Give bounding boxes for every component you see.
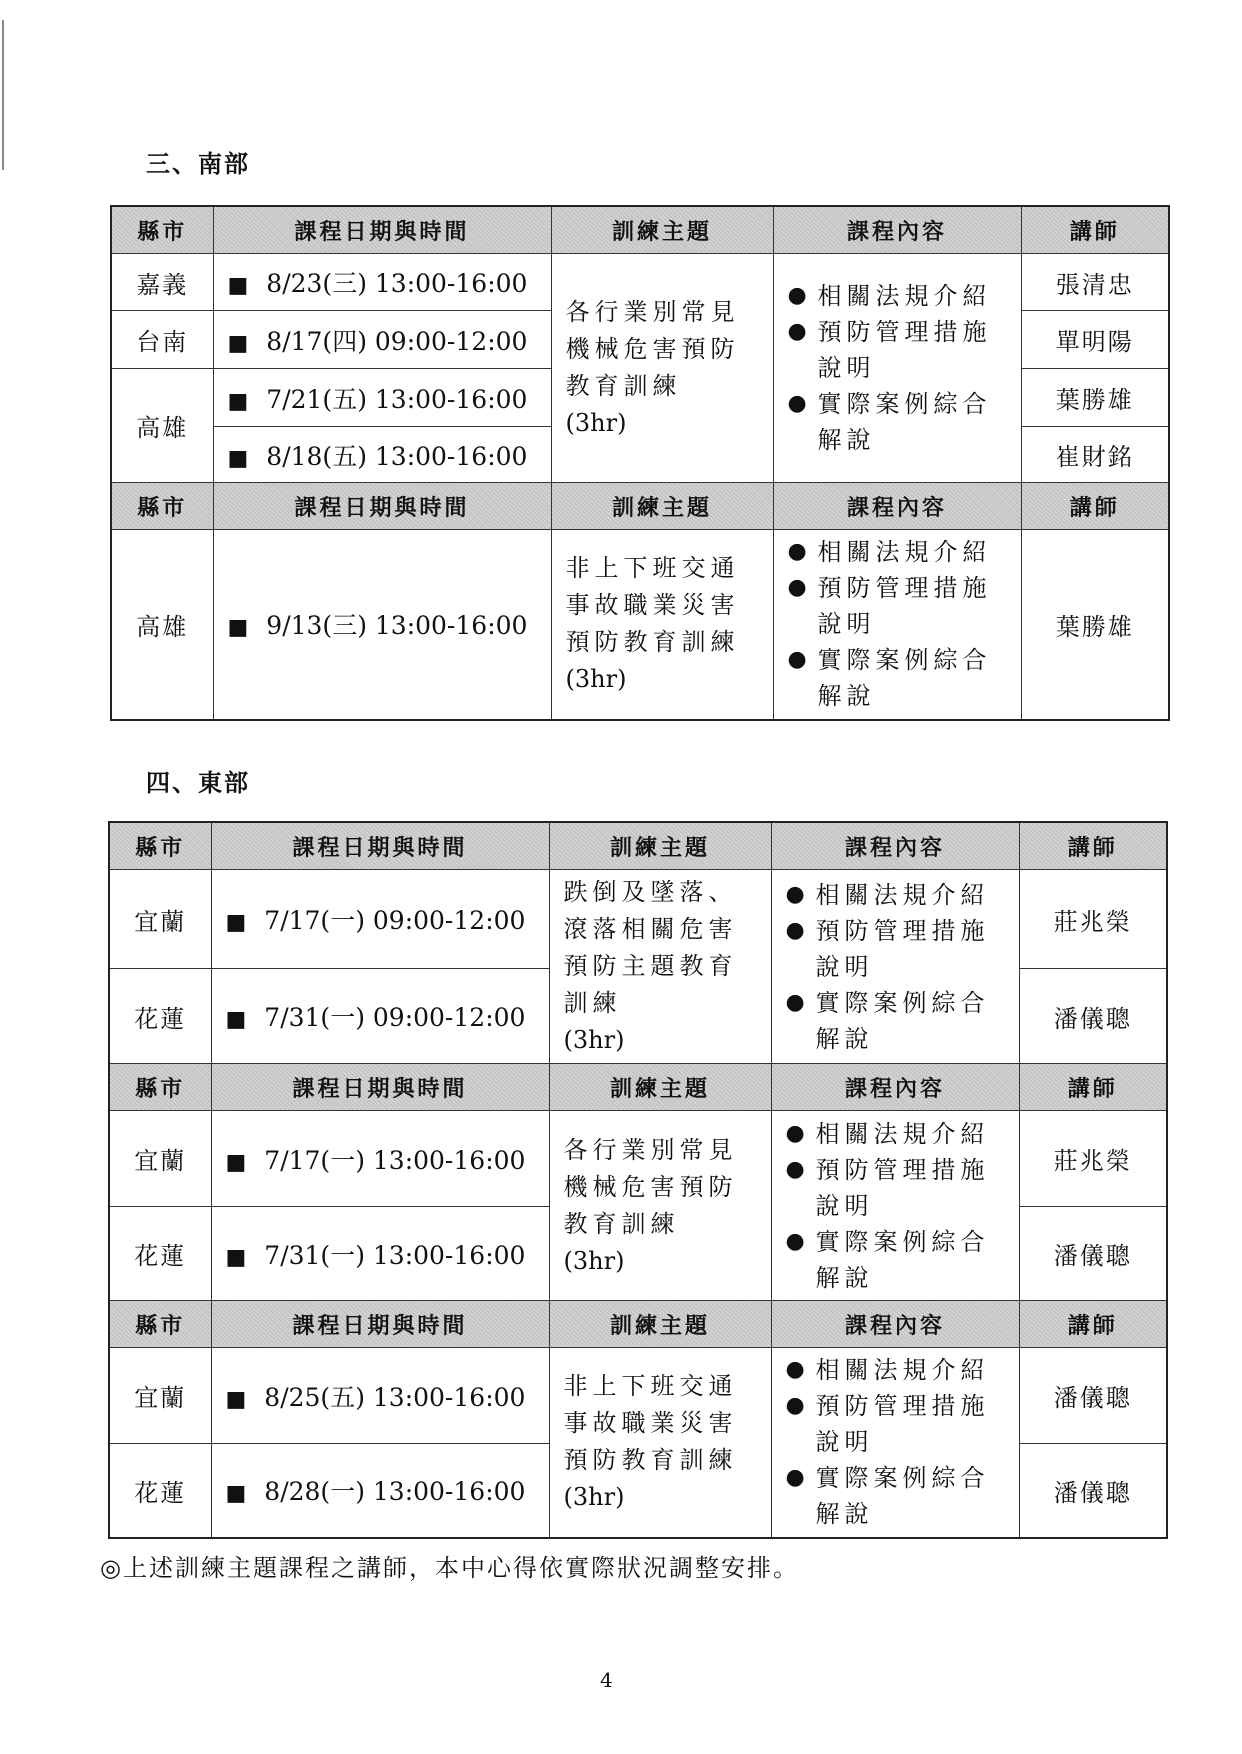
bullet-icon: ● xyxy=(785,881,810,907)
topic-cell xyxy=(549,1111,771,1301)
datetime-cell xyxy=(211,1207,549,1301)
header-topic: 訓練主題 xyxy=(551,206,773,254)
datetime-text: 8/25(五) 13:00-16:00 xyxy=(264,1382,526,1412)
content-item: ● 相關法規介紹 xyxy=(786,1352,1013,1388)
bullet-icon: ● xyxy=(787,647,812,673)
county-cell: 高雄 xyxy=(111,530,213,720)
county-cell: 花蓮 xyxy=(109,1207,211,1301)
content-item: ● 實際案例綜合解說 xyxy=(786,1224,1013,1296)
datetime-text: 7/17(一) 09:00-12:00 xyxy=(264,906,526,936)
header-content: 課程內容 xyxy=(773,483,1021,530)
square-bullet-icon: ■ xyxy=(225,910,247,936)
south-schedule-table xyxy=(110,205,1170,721)
lecturer-cell: 潘儀聰 xyxy=(1019,1207,1167,1301)
content-cell xyxy=(771,1348,1019,1538)
header-topic: 訓練主題 xyxy=(549,1064,771,1111)
square-bullet-icon: ■ xyxy=(225,1149,247,1175)
section-title-south: 三、南部 xyxy=(146,150,250,178)
bullet-icon: ● xyxy=(785,1228,810,1254)
bullet-icon: ● xyxy=(785,1357,810,1383)
page-number: 4 xyxy=(600,1668,613,1692)
topic-hours: (3hr) xyxy=(565,665,627,694)
bullet-icon: ● xyxy=(787,575,812,601)
topic-text: 非上下班交通事故職業災害預防教育訓練 xyxy=(563,1372,738,1475)
header-county: 縣市 xyxy=(109,1064,211,1111)
header-county: 縣市 xyxy=(111,206,213,254)
square-bullet-icon: ■ xyxy=(225,1007,247,1033)
datetime-cell xyxy=(211,1444,549,1538)
bullet-icon: ● xyxy=(787,283,812,308)
content-cell xyxy=(771,1111,1019,1301)
topic-text: 各行業別常見機械危害預防教育訓練 xyxy=(563,1135,738,1238)
square-bullet-icon: ■ xyxy=(225,1481,247,1507)
datetime-text: 8/18(五) 13:00-16:00 xyxy=(266,441,528,471)
datetime-text: 9/13(三) 13:00-16:00 xyxy=(266,611,528,641)
table-header-row xyxy=(109,1064,1167,1111)
datetime-cell xyxy=(211,1348,549,1444)
square-bullet-icon: ■ xyxy=(225,1386,247,1412)
lecturer-cell: 單明陽 xyxy=(1021,311,1169,369)
header-content: 課程內容 xyxy=(771,1064,1019,1111)
header-county: 縣市 xyxy=(109,822,211,870)
lecturer-cell: 潘儀聰 xyxy=(1019,1348,1167,1444)
bullet-icon: ● xyxy=(787,539,812,565)
header-topic: 訓練主題 xyxy=(551,483,773,530)
header-datetime: 課程日期與時間 xyxy=(211,822,549,870)
square-bullet-icon: ■ xyxy=(225,1244,247,1270)
lecturer-cell: 莊兆榮 xyxy=(1019,1111,1167,1207)
header-lecturer: 講師 xyxy=(1019,822,1167,870)
content-item: ● 實際案例綜合解說 xyxy=(788,642,1015,714)
county-cell: 宜蘭 xyxy=(109,1111,211,1207)
lecturer-cell: 張清忠 xyxy=(1021,254,1169,311)
header-datetime: 課程日期與時間 xyxy=(213,483,551,530)
content-cell xyxy=(771,870,1019,1064)
square-bullet-icon: ■ xyxy=(227,445,249,471)
content-item: ● 實際案例綜合解說 xyxy=(786,1460,1013,1532)
table-row xyxy=(111,530,1169,720)
section-title-east: 四、東部 xyxy=(146,769,250,797)
topic-hours: (3hr) xyxy=(563,1246,625,1275)
bullet-icon: ● xyxy=(785,1120,810,1146)
content-item: ● 相關法規介紹 xyxy=(788,278,1015,314)
content-item: ● 預防管理措施說明 xyxy=(788,570,1015,642)
table-header-row xyxy=(109,1301,1167,1348)
content-item: ● 預防管理措施說明 xyxy=(786,913,1013,985)
datetime-cell xyxy=(213,254,551,311)
bullet-icon: ● xyxy=(787,319,812,344)
content-item: ● 實際案例綜合解說 xyxy=(788,386,1015,458)
content-item: ● 相關法規介紹 xyxy=(786,877,1013,913)
datetime-cell xyxy=(211,870,549,969)
bullet-icon: ● xyxy=(785,917,810,943)
content-cell xyxy=(773,254,1021,483)
lecturer-cell: 葉勝雄 xyxy=(1021,369,1169,427)
table-header-row xyxy=(111,206,1169,254)
east-schedule-table xyxy=(108,821,1168,1539)
datetime-text: 8/17(四) 09:00-12:00 xyxy=(266,326,528,356)
datetime-text: 7/17(一) 13:00-16:00 xyxy=(264,1145,526,1175)
content-item: ● 預防管理措施說明 xyxy=(786,1152,1013,1224)
datetime-cell xyxy=(211,969,549,1064)
header-lecturer: 講師 xyxy=(1019,1301,1167,1348)
table-row xyxy=(109,1348,1167,1444)
county-cell: 花蓮 xyxy=(109,1444,211,1538)
content-item: ● 預防管理措施說明 xyxy=(788,314,1015,386)
header-lecturer: 講師 xyxy=(1021,483,1169,530)
datetime-cell xyxy=(213,369,551,427)
county-cell: 台南 xyxy=(111,311,213,369)
county-cell: 高雄 xyxy=(111,369,213,483)
header-datetime: 課程日期與時間 xyxy=(211,1301,549,1348)
bullet-icon: ● xyxy=(785,1465,810,1491)
county-cell: 宜蘭 xyxy=(109,1348,211,1444)
topic-hours: (3hr) xyxy=(563,1483,625,1512)
county-cell: 花蓮 xyxy=(109,969,211,1064)
square-bullet-icon: ■ xyxy=(227,615,249,641)
lecturer-cell: 葉勝雄 xyxy=(1021,530,1169,720)
datetime-text: 8/28(一) 13:00-16:00 xyxy=(264,1477,526,1507)
lecturer-cell: 崔財銘 xyxy=(1021,427,1169,483)
header-content: 課程內容 xyxy=(771,1301,1019,1348)
datetime-cell xyxy=(213,530,551,720)
square-bullet-icon: ■ xyxy=(227,388,249,414)
header-content: 課程內容 xyxy=(771,822,1019,870)
topic-cell xyxy=(549,870,771,1064)
scan-margin-line xyxy=(2,20,4,170)
topic-hours: (3hr) xyxy=(565,409,627,437)
topic-text: 各行業別常見機械危害預防教育訓練 xyxy=(565,298,740,400)
bullet-icon: ● xyxy=(785,1393,810,1419)
header-content: 課程內容 xyxy=(773,206,1021,254)
topic-hours: (3hr) xyxy=(563,1026,625,1054)
content-item: ● 實際案例綜合解說 xyxy=(786,985,1013,1057)
datetime-cell xyxy=(213,311,551,369)
square-bullet-icon: ■ xyxy=(227,273,249,298)
footnote: ◎上述訓練主題課程之講師，本中心得依實際狀況調整安排。 xyxy=(100,1554,799,1582)
content-item: ● 相關法規介紹 xyxy=(788,534,1015,570)
datetime-cell xyxy=(213,427,551,483)
header-county: 縣市 xyxy=(109,1301,211,1348)
lecturer-cell: 潘儀聰 xyxy=(1019,969,1167,1064)
header-topic: 訓練主題 xyxy=(549,822,771,870)
datetime-text: 7/21(五) 13:00-16:00 xyxy=(266,384,528,414)
topic-text: 跌倒及墜落、滾落相關危害預防主題教育訓練 xyxy=(563,878,738,1017)
county-cell: 嘉義 xyxy=(111,254,213,311)
table-row xyxy=(111,254,1169,311)
datetime-text: 7/31(一) 13:00-16:00 xyxy=(264,1240,526,1270)
bullet-icon: ● xyxy=(785,989,810,1015)
datetime-text: 7/31(一) 09:00-12:00 xyxy=(264,1003,526,1033)
square-bullet-icon: ■ xyxy=(227,330,249,356)
header-lecturer: 講師 xyxy=(1019,1064,1167,1111)
header-county: 縣市 xyxy=(111,483,213,530)
datetime-cell xyxy=(211,1111,549,1207)
topic-cell xyxy=(551,530,773,720)
table-header-row xyxy=(111,483,1169,530)
header-lecturer: 講師 xyxy=(1021,206,1169,254)
topic-cell xyxy=(551,254,773,483)
table-row xyxy=(109,870,1167,969)
datetime-text: 8/23(三) 13:00-16:00 xyxy=(266,269,528,298)
topic-text: 非上下班交通事故職業災害預防教育訓練 xyxy=(565,554,740,657)
lecturer-cell: 潘儀聰 xyxy=(1019,1444,1167,1538)
header-datetime: 課程日期與時間 xyxy=(211,1064,549,1111)
topic-cell xyxy=(549,1348,771,1538)
content-item: ● 相關法規介紹 xyxy=(786,1116,1013,1152)
content-cell xyxy=(773,530,1021,720)
bullet-icon: ● xyxy=(785,1156,810,1182)
bullet-icon: ● xyxy=(787,391,812,416)
lecturer-cell: 莊兆榮 xyxy=(1019,870,1167,969)
table-header-row xyxy=(109,822,1167,870)
header-topic: 訓練主題 xyxy=(549,1301,771,1348)
content-item: ● 預防管理措施說明 xyxy=(786,1388,1013,1460)
county-cell: 宜蘭 xyxy=(109,870,211,969)
header-datetime: 課程日期與時間 xyxy=(213,206,551,254)
table-row xyxy=(109,1111,1167,1207)
